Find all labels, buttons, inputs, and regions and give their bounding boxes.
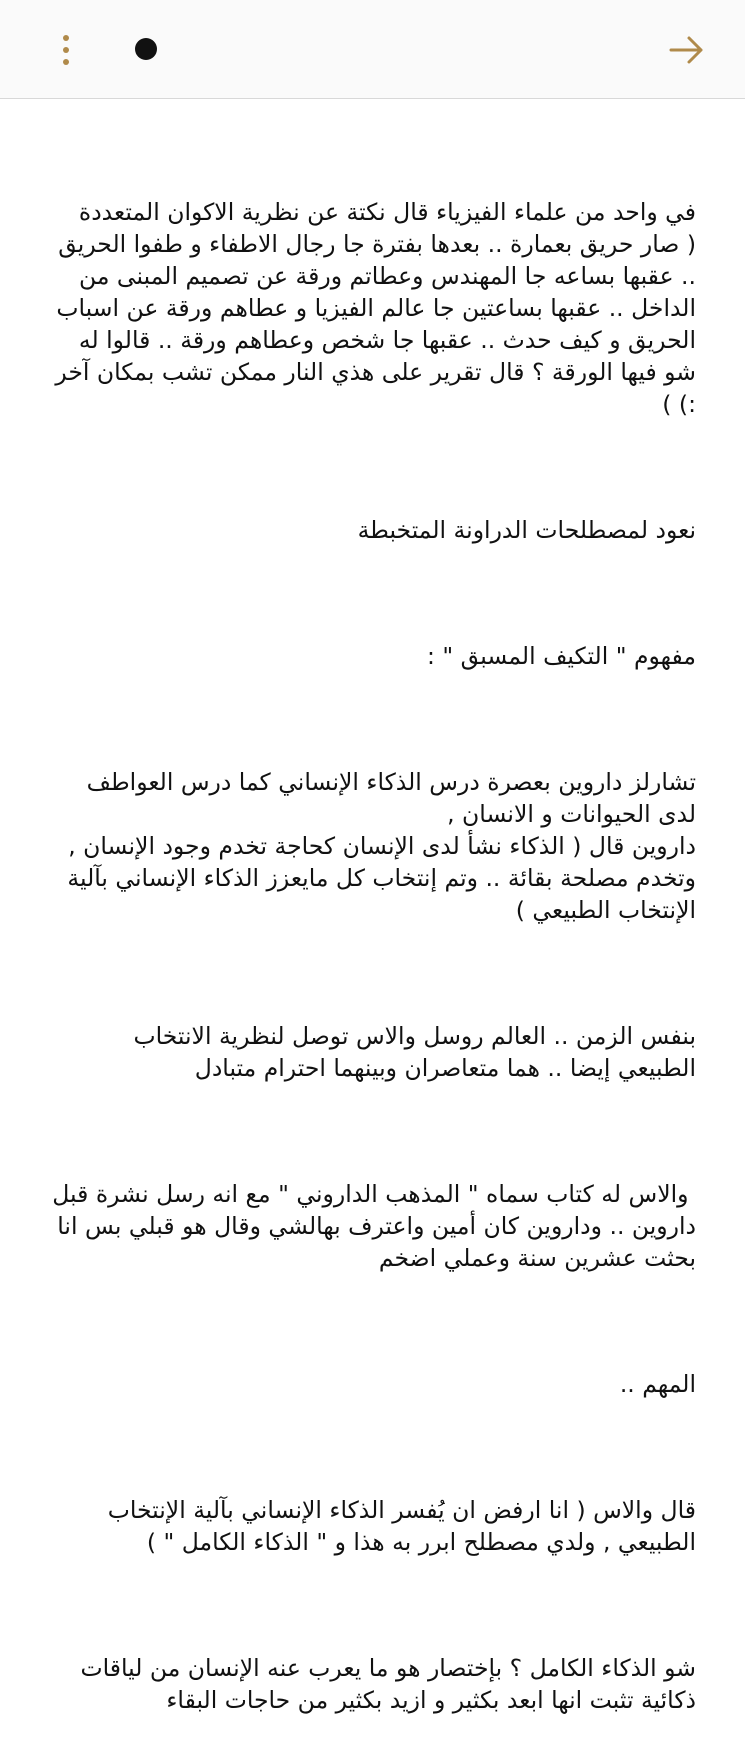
status-dot-icon (135, 38, 157, 60)
arrow-right-icon (669, 35, 705, 65)
note-paragraph: نعود لمصطلحات الدراونة المتخبطة (357, 516, 696, 544)
note-paragraph: شو الذكاء الكامل ؟ بإختصار هو ما يعرب عنه الإنسان من لياقات ذكائية تثبت انها ابعد بكثير و ازيد بكثير من حاجات البقاء (72, 1654, 696, 1714)
kebab-menu-icon-dot-2 (63, 47, 69, 53)
kebab-menu-icon-dot-3 (63, 59, 69, 65)
back-button[interactable] (665, 28, 709, 72)
top-toolbar (0, 0, 745, 99)
note-body (44, 132, 696, 1748)
kebab-menu-icon (63, 35, 69, 41)
overflow-menu-button[interactable] (48, 28, 84, 72)
note-paragraph: المهم .. (619, 1370, 696, 1398)
note-paragraph: تشارلز داروين بعصرة درس الذكاء الإنساني كما درس العواطف لدى الحيوانات و الانسان , داروين قال ( الذكاء نشأ لدى الإنسان كحاجة تخدم وجود الإنسان , وتخدم مصلحة بقائة .. وتم إنتخاب كل مايعزز الذكاء الإنساني بآلية الإنتخاب الطبيعي ) (67, 768, 696, 924)
note-paragraph: بنفس الزمن .. العالم روسل والاس توصل لنظرية الانتخاب الطبيعي إيضا .. هما متعاصران وبينهما احترام متبادل (125, 1022, 696, 1082)
note-paragraph: مفهوم " التكيف المسبق " : (427, 642, 696, 670)
note-paragraph: والاس له كتاب سماه " المذهب الداروني " مع انه رسل نشرة قبل داروين .. وداروين كان أمين واعترف بهالشي وقال هو قبلي بس انا بحثت عشرين سنة وعملي اضخم (44, 1180, 696, 1272)
note-paragraph: في واحد من علماء الفيزياء قال نكتة عن نظرية الاكوان المتعددة ( صار حريق بعمارة .. بعدها بفترة جا رجال الاطفاء و طفوا الحريق .. عقبها بساعه جا المهندس وعطاتم ورقة عن تصميم المبنى من الداخل .. عقبها بساعتين جا عالم الفيزيا و عطاهم ورقة عن اسباب الحريق و كيف حدث .. عقبها جا شخص وعطاهم ورقة .. قالوا له شو فيها الورقة ؟ قال تقرير على هذي النار ممكن تشب بمكان آخر :) ) (55, 198, 696, 418)
note-paragraph: قال والاس ( انا ارفض ان يُفسر الذكاء الإنساني بآلية الإنتخاب الطبيعي , ولدي مصطلح ابرر به هذا و " الذكاء الكامل " ) (100, 1496, 696, 1556)
